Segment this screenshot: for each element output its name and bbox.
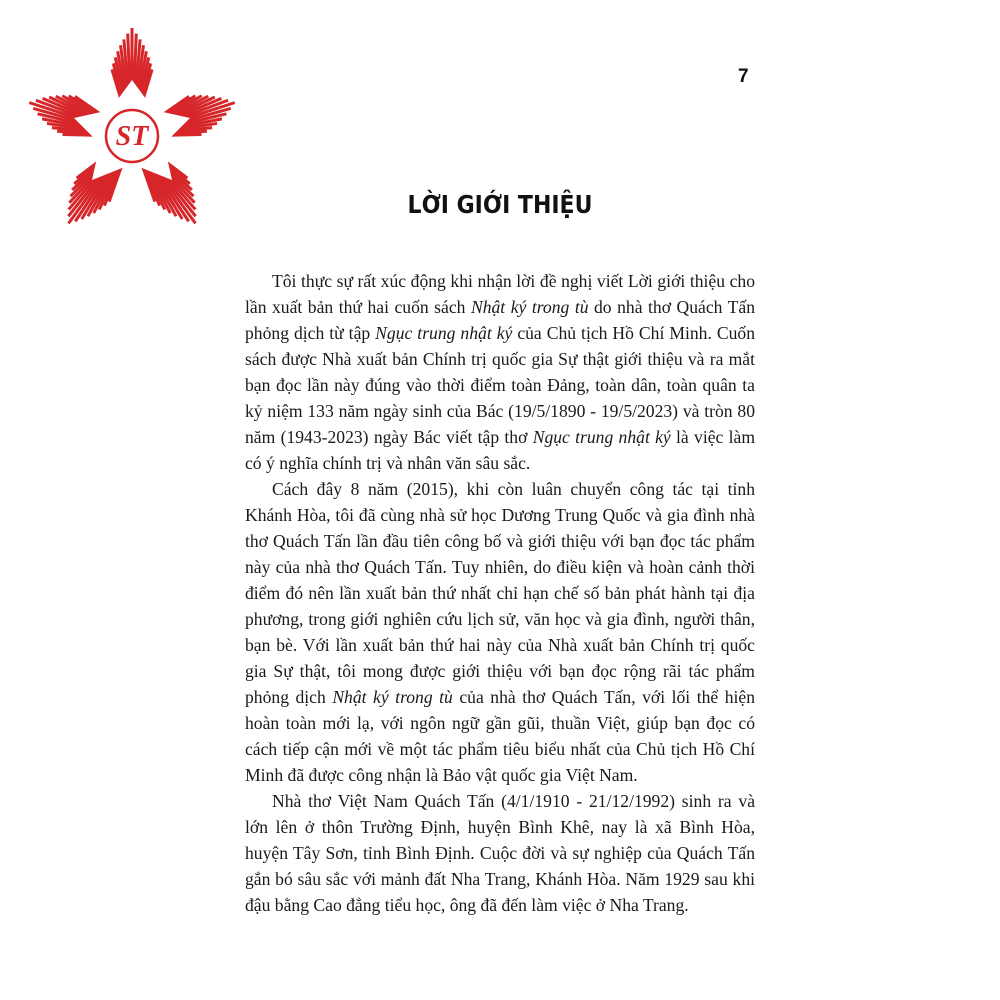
body-text [245, 268, 755, 918]
paragraph-2 [245, 476, 755, 788]
text-run: do nhà thơ Quách Tấn phỏng dịch từ tập [245, 297, 756, 343]
paragraph-1 [245, 268, 755, 476]
text-run: Tôi thực sự rất xúc động khi nhận lời đề nghị viết Lời giới thiệu cho lần xuất bản thứ hai cuốn sách [245, 271, 755, 317]
text-run: của Chủ tịch Hồ Chí Minh. Cuốn sách được Nhà xuất bản Chính trị quốc gia Sự thật giới thiệu và ra mắt bạn đọc lần này đúng vào thời điểm toàn Đảng, toàn dân, toàn quân ta kỷ niệm 133 năm ngày sinh của Bác (19/5/1890 - 19/5/2023) và tròn 80 năm (1943-2023) ngày Bác viết tập thơ [245, 323, 755, 447]
text-run: của nhà thơ Quách Tấn, với lối thể hiện hoàn toàn mới lạ, với ngôn ngữ gần gũi, thuần Việt, giúp bạn đọc có cách tiếp cận mới về một tác phẩm tiêu biểu nhất của Chủ tịch Hồ Chí Minh đã được công nhận là Bảo vật quốc gia Việt Nam. [245, 687, 756, 785]
text-run: là việc làm có ý nghĩa chính trị và nhân văn sâu sắc. [245, 427, 756, 473]
italic-title-run: Ngục trung nhật ký [532, 427, 671, 447]
text-run: Cách đây 8 năm (2015), khi còn luân chuyển công tác tại tỉnh Khánh Hòa, tôi đã cùng nhà sử học Dương Trung Quốc và gia đình nhà thơ Quách Tấn lần đầu tiên công bố và giới thiệu với bạn đọc tác phẩm này của nhà thơ Quách Tấn. Tuy nhiên, do điều kiện và hoàn cảnh thời điểm đó nên lần xuất bản thứ nhất chỉ hạn chế số bản phát hành tại địa phương, trong giới nghiên cứu lịch sử, văn học và gia đình, người thân, bạn bè. Với lần xuất bản thứ hai này của Nhà xuất bản Chính trị quốc gia Sự thật, tôi mong được giới thiệu với bạn đọc rộng rãi tác phẩm phỏng dịch [245, 479, 755, 707]
italic-title-run: Ngục trung nhật ký [375, 323, 513, 343]
page-number: 7 [738, 66, 749, 87]
page-title: LỜI GIỚI THIỆU [407, 190, 593, 219]
italic-title-run: Nhật ký trong tù [332, 687, 453, 707]
paragraph-3 [245, 788, 755, 918]
logo-monogram: ST [115, 121, 149, 152]
text-run: Nhà thơ Việt Nam Quách Tấn (4/1/1910 - 21/12/1992) sinh ra và lớn lên ở thôn Trường Định, huyện Bình Khê, nay là xã Bình Hòa, huyện Tây Sơn, tỉnh Bình Định. Cuộc đời và sự nghiệp của Quách Tấn gắn bó sâu sắc với mảnh đất Nha Trang, Khánh Hòa. Năm 1929 sau khi đậu bằng Cao đẳng tiểu học, ông đã đến làm việc ở Nha Trang. [245, 791, 755, 915]
italic-title-run: Nhật ký trong tù [470, 297, 589, 317]
